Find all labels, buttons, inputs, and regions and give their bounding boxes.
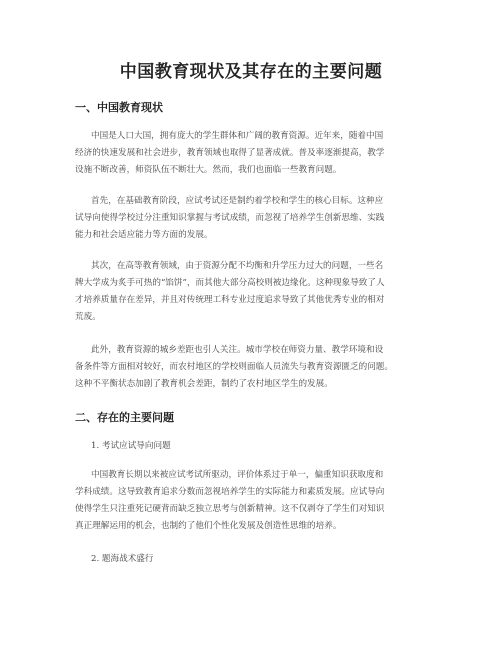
- paragraph-line: 设施不断改善，师资队伍不断壮大。然而，我们也面临一些教育问题。: [75, 165, 342, 175]
- paragraph-line: 试导向使得学校过分注重知识掌握与考试成绩，而忽视了培养学生创新思维、实践: [75, 213, 385, 223]
- paragraph-line: 荒废。: [75, 312, 101, 322]
- paragraph-line: 中国是人口大国，拥有庞大的学生群体和广阔的教育资源。近年来，随着中国: [91, 131, 384, 141]
- paragraph-line: 才培养质量存在差异，并且对传统理工科专业过度追求导致了其他优秀专业的相对: [75, 295, 385, 305]
- paragraph-intro: [75, 128, 435, 179]
- paragraph-line: 首先，在基础教育阶段，应试考试还是制约着学校和学生的核心目标。这种应: [91, 196, 384, 206]
- paragraph-line: 此外，教育资源的城乡差距也引人关注。城市学校在师资力量、教学环境和设: [91, 345, 384, 355]
- paragraph-line: 这种不平衡状态加剧了教育机会差距，制约了农村地区学生的发展。: [75, 379, 333, 389]
- section-heading-main-problems: 二、存在的主要问题: [75, 411, 174, 424]
- paragraph-line: 学科成绩。这导致教育追求分数而忽视培养学生的实际能力和素质发展。应试导向: [75, 487, 385, 497]
- paragraph-urban-rural-gap: [75, 342, 435, 393]
- paragraph-line: 牌大学成为炙手可热的“馅饼”，而其他大部分高校则被边缘化。这种现象导致了人: [75, 278, 385, 288]
- paragraph-line: 使得学生只注重死记硬背而缺乏独立思考与创新精神。这不仅剥夺了学生们对知识: [75, 504, 385, 514]
- paragraph-line: 中国教育长期以来被应试考试所驱动，评价体系过于单一，偏重知识获取度和: [91, 470, 384, 480]
- subheading-question-sea-tactics: 2. 题海战术盛行: [91, 554, 154, 564]
- subheading-exam-orientation: 1. 考试应试导向问题: [91, 441, 171, 451]
- paragraph-line: 经济的快速发展和社会进步，教育领域也取得了显著成就。普及率逐渐提高，教学: [75, 148, 385, 158]
- document-title: 中国教育现状及其存在的主要问题: [119, 62, 383, 82]
- paragraph-line: 真正理解运用的机会，也制约了他们个性化发展及创造性思维的培养。: [75, 521, 342, 531]
- paragraph-higher-education: [75, 258, 435, 326]
- section-heading-current-status: 一、中国教育现状: [75, 101, 163, 114]
- paragraph-basic-education: [75, 193, 435, 244]
- paragraph-line: 其次，在高等教育领域，由于资源分配不均衡和升学压力过大的问题，一些名: [91, 261, 384, 271]
- paragraph-line: 能力和社会适应能力等方面的发展。: [75, 230, 213, 240]
- paragraph-exam-orientation: [75, 467, 435, 535]
- paragraph-line: 备条件等方面相对较好，而农村地区的学校则面临人员流失与教育资源匮乏的问题。: [75, 362, 393, 372]
